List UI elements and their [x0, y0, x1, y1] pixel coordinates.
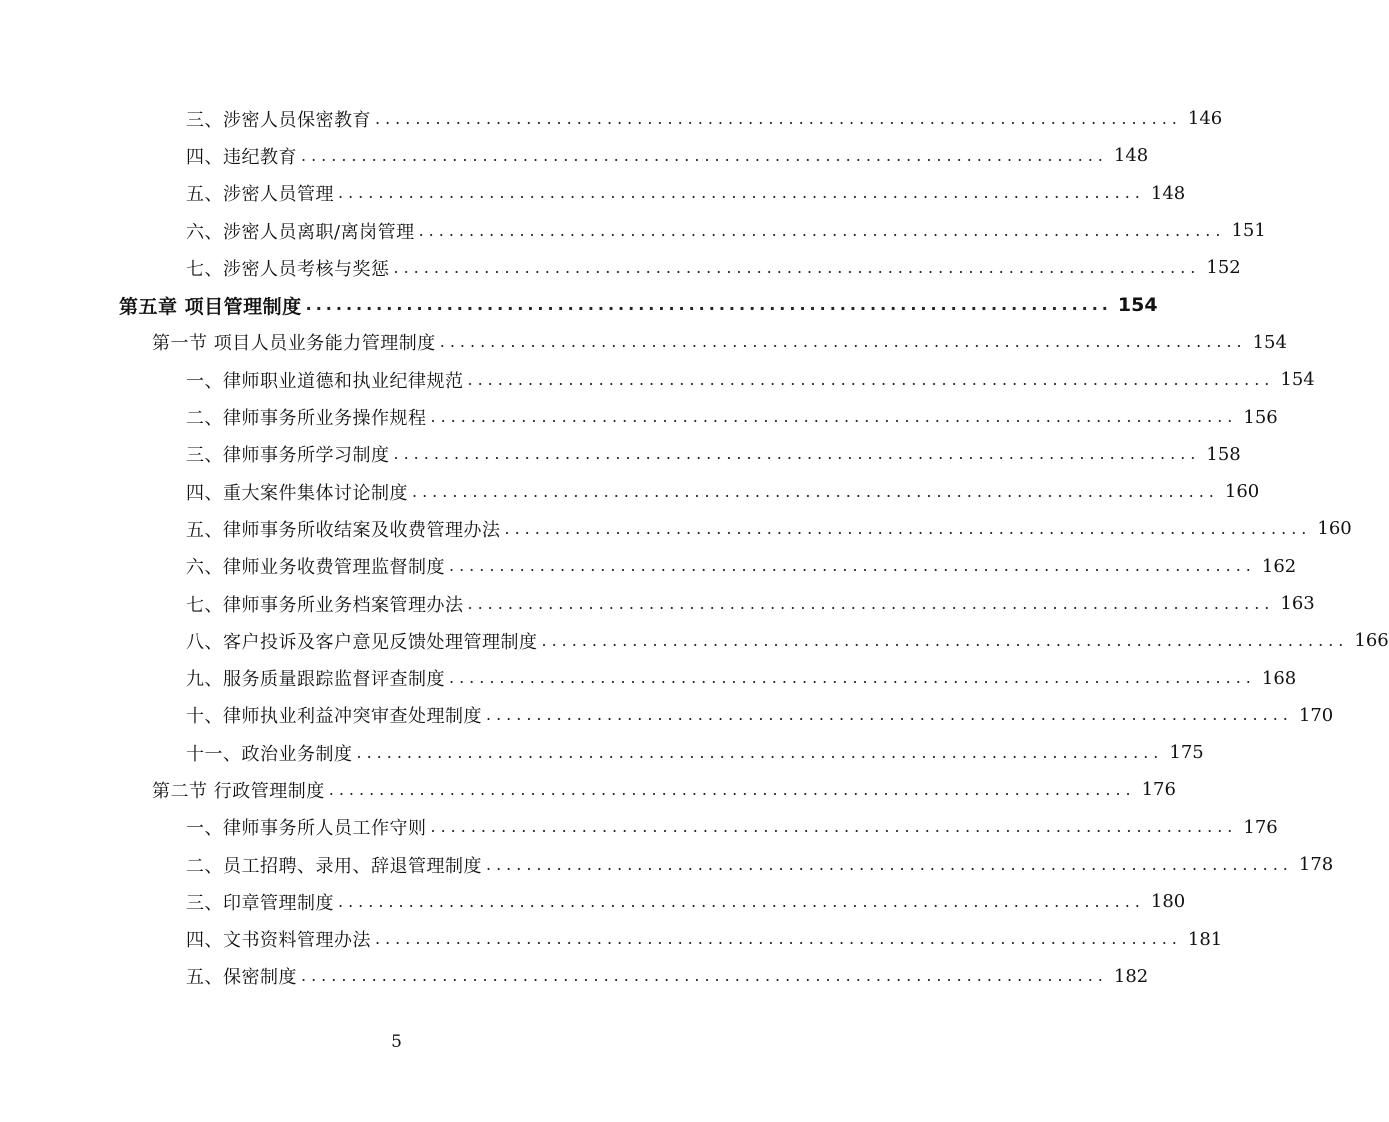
- toc-entry[interactable]: [0, 100, 1223, 137]
- toc-entry-title: 三、涉密人员保密教育: [186, 109, 371, 131]
- toc-dot-leader: ................................................................................: [301, 966, 1108, 986]
- toc-entry[interactable]: [0, 286, 1158, 323]
- toc-entry[interactable]: [0, 809, 1278, 846]
- toc-entry-title: 七、律师事务所业务档案管理办法: [186, 594, 464, 616]
- toc-entry-page: 176: [1243, 816, 1278, 838]
- toc-entry[interactable]: [0, 734, 1204, 771]
- toc-dot-leader: ................................................................................: [418, 220, 1226, 240]
- toc-entry-page: 170: [1298, 704, 1334, 726]
- toc-dot-leader: ................................................................................: [305, 295, 1112, 315]
- toc-entry[interactable]: [0, 436, 1241, 473]
- toc-entry-page: 168: [1261, 667, 1297, 689]
- toc-entry-page: 163: [1280, 593, 1315, 614]
- toc-dot-leader: ................................................................................: [338, 183, 1145, 203]
- toc-dot-leader: ................................................................................: [467, 593, 1275, 613]
- toc-entry-page: 181: [1187, 928, 1223, 950]
- toc-entry-title: 五、保密制度: [186, 967, 297, 989]
- toc-entry-title: 七、涉密人员考核与奖惩: [186, 258, 390, 280]
- toc-entry[interactable]: [0, 883, 1186, 920]
- toc-entry-title: 一、律师事务所人员工作守则: [186, 818, 427, 840]
- toc-entry-page: 154: [1280, 369, 1315, 391]
- toc-entry-page: 180: [1150, 891, 1186, 913]
- toc-entry[interactable]: [0, 361, 1315, 398]
- toc-dot-leader: ................................................................................: [301, 145, 1108, 165]
- toc-entry-page: 154: [1117, 294, 1158, 317]
- toc-dot-leader: ................................................................................: [486, 854, 1293, 874]
- toc-entry-page: 160: [1317, 518, 1352, 540]
- toc-entry-title: 三、律师事务所学习制度: [186, 445, 390, 467]
- toc-dot-leader: ................................................................................: [393, 444, 1201, 464]
- toc-entry-title: 六、涉密人员离职/离岗管理: [186, 221, 415, 243]
- toc-entry[interactable]: [0, 921, 1223, 958]
- toc-entry[interactable]: [0, 324, 1287, 361]
- toc-dot-leader: ................................................................................: [541, 630, 1349, 650]
- toc-dot-leader: ................................................................................: [375, 929, 1182, 949]
- table-of-contents: [0, 100, 1389, 995]
- toc-entry-page: 175: [1169, 742, 1204, 764]
- toc-entry[interactable]: [0, 473, 1260, 510]
- toc-entry-page: 162: [1261, 555, 1297, 577]
- toc-entry-title: 四、违纪教育: [186, 146, 297, 168]
- toc-entry-page: 146: [1187, 108, 1223, 130]
- toc-entry[interactable]: [0, 697, 1334, 734]
- toc-entry-title: 十、律师执业利益冲突审查处理制度: [186, 706, 482, 728]
- toc-entry-page: 166: [1354, 630, 1389, 652]
- toc-entry-title: 四、重大案件集体讨论制度: [186, 482, 408, 504]
- toc-dot-leader: ................................................................................: [328, 779, 1136, 799]
- toc-entry[interactable]: [0, 622, 1389, 659]
- toc-entry[interactable]: [0, 212, 1266, 249]
- toc-entry[interactable]: [0, 398, 1278, 435]
- toc-dot-leader: ................................................................................: [375, 108, 1182, 128]
- toc-dot-leader: ................................................................................: [430, 817, 1238, 837]
- toc-entry-title: 十一、政治业务制度: [186, 743, 353, 765]
- toc-entry-title: 二、律师事务所业务操作规程: [186, 408, 427, 430]
- toc-dot-leader: ................................................................................: [449, 668, 1256, 688]
- toc-entry[interactable]: [0, 175, 1186, 212]
- toc-entry-title: 六、律师业务收费管理监督制度: [186, 557, 445, 579]
- toc-entry-title: 四、文书资料管理办法: [186, 930, 371, 952]
- toc-dot-leader: ................................................................................: [412, 481, 1219, 501]
- toc-entry-title: 一、律师职业道德和执业纪律规范: [186, 370, 464, 392]
- toc-entry-title: 第一节 项目人员业务能力管理制度: [152, 333, 436, 355]
- toc-entry-title: 五、律师事务所收结案及收费管理办法: [186, 519, 501, 541]
- toc-entry[interactable]: [0, 137, 1149, 174]
- toc-entry-page: 160: [1224, 481, 1260, 503]
- toc-dot-leader: ................................................................................: [338, 891, 1145, 911]
- page-number: 5: [391, 1032, 402, 1052]
- toc-entry-title: 五、涉密人员管理: [186, 184, 334, 206]
- toc-entry-page: 182: [1113, 965, 1149, 987]
- toc-dot-leader: ................................................................................: [393, 257, 1201, 277]
- toc-entry-page: 156: [1243, 406, 1278, 428]
- toc-entry-page: 178: [1298, 854, 1334, 876]
- toc-entry-page: 158: [1206, 443, 1241, 465]
- toc-entry-page: 152: [1206, 257, 1241, 279]
- toc-dot-leader: ................................................................................: [439, 332, 1247, 352]
- toc-entry-page: 176: [1141, 779, 1176, 801]
- toc-entry[interactable]: [0, 958, 1149, 995]
- toc-entry[interactable]: [0, 249, 1241, 286]
- toc-entry-page: 151: [1231, 220, 1266, 242]
- toc-dot-leader: ................................................................................: [430, 407, 1238, 427]
- toc-dot-leader: ................................................................................: [486, 705, 1293, 725]
- toc-entry-title: 二、员工招聘、录用、辞退管理制度: [186, 855, 482, 877]
- toc-dot-leader: ................................................................................: [356, 742, 1164, 762]
- toc-entry[interactable]: [0, 548, 1297, 585]
- toc-dot-leader: ................................................................................: [504, 518, 1312, 538]
- toc-entry[interactable]: [0, 510, 1352, 547]
- toc-entry-page: 154: [1252, 331, 1287, 353]
- toc-dot-leader: ................................................................................: [449, 556, 1256, 576]
- toc-entry-page: 148: [1113, 145, 1149, 167]
- toc-entry-title: 第五章 项目管理制度: [119, 295, 302, 318]
- toc-entry[interactable]: [0, 659, 1297, 696]
- toc-entry-title: 三、印章管理制度: [186, 892, 334, 914]
- toc-entry-title: 九、服务质量跟踪监督评查制度: [186, 669, 445, 691]
- toc-entry-page: 148: [1150, 182, 1186, 204]
- toc-entry[interactable]: [0, 771, 1176, 808]
- toc-entry[interactable]: [0, 846, 1334, 883]
- toc-entry[interactable]: [0, 585, 1315, 622]
- toc-dot-leader: ................................................................................: [467, 369, 1275, 389]
- toc-entry-title: 第二节 行政管理制度: [152, 780, 325, 802]
- toc-entry-title: 八、客户投诉及客户意见反馈处理管理制度: [186, 631, 538, 653]
